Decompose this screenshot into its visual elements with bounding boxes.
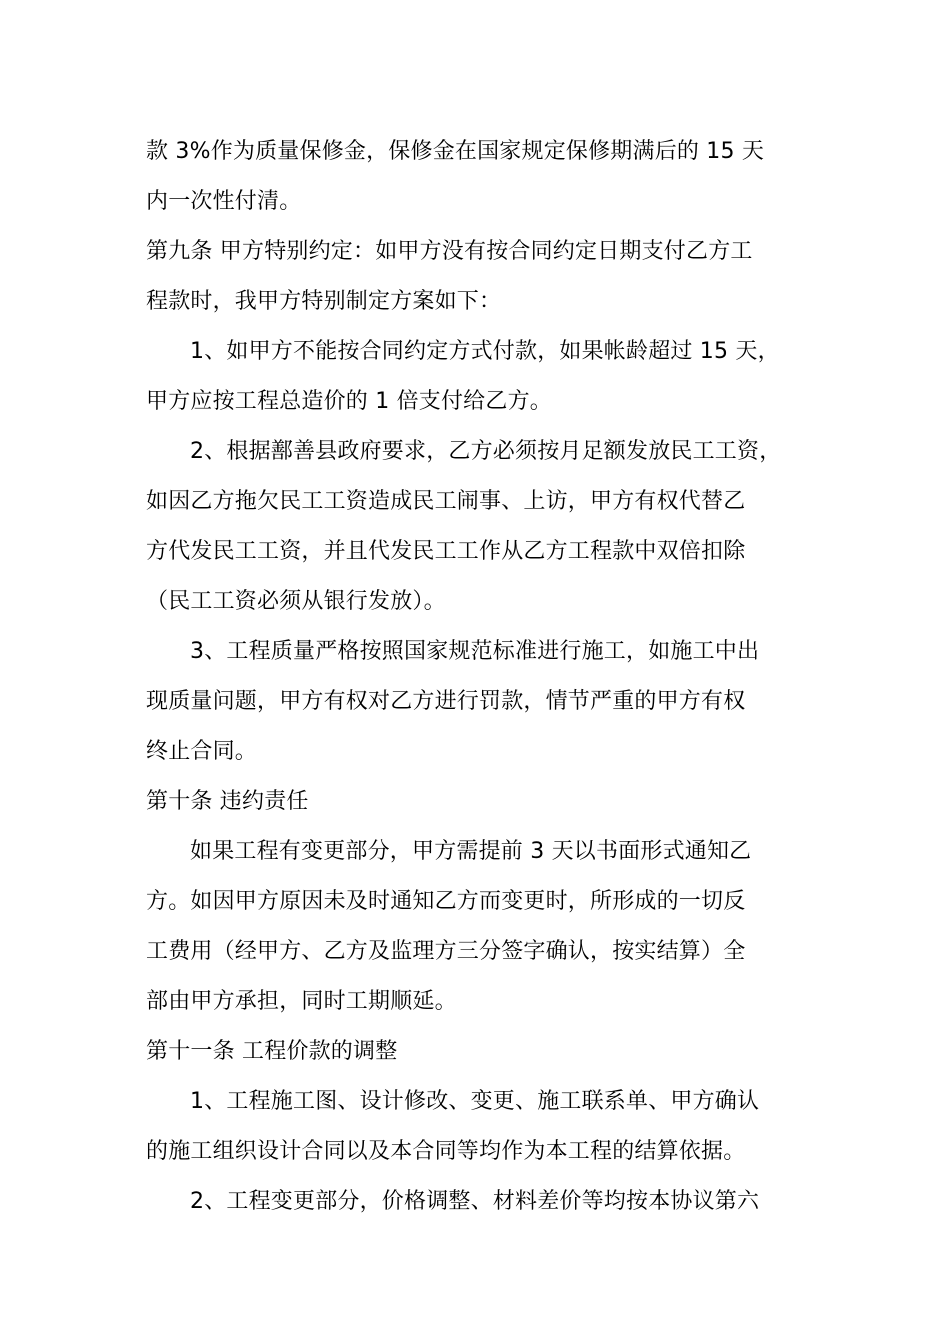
item-2-line-1: 2、根据鄯善县政府要求，乙方必须按月足额发放民工工资， <box>190 439 782 464</box>
item-2-line-2: 如因乙方拖欠民工工资造成民工闹事、上访，甲方有权代替乙 <box>146 489 746 514</box>
item-3-line-1: 3、工程质量严格按照国家规范标准进行施工，如施工中出 <box>190 639 760 664</box>
article-10-line-4: 部由甲方承担，同时工期顺延。 <box>146 989 457 1014</box>
article-10-line-3: 工费用（经甲方、乙方及监理方三分签字确认，按实结算）全 <box>146 939 746 964</box>
text-line-2: 内一次性付清。 <box>146 189 302 214</box>
text-line-1: 款 3%作为质量保修金，保修金在国家规定保修期满后的 15 天 <box>146 139 765 164</box>
item-2-line-3: 方代发民工工资，并且代发民工工作从乙方工程款中双倍扣除 <box>146 539 746 564</box>
article-11-item-1-line-2: 的施工组织设计合同以及本合同等均作为本工程的结算依据。 <box>146 1139 746 1164</box>
article-9-heading-line: 第九条 甲方特别约定：如甲方没有按合同约定日期支付乙方工 <box>146 239 753 264</box>
text-line-4: 程款时，我甲方特别制定方案如下： <box>146 289 502 314</box>
article-10-heading: 第十条 违约责任 <box>146 789 309 814</box>
article-10-line-2: 方。如因甲方原因未及时通知乙方而变更时，所形成的一切反 <box>146 889 746 914</box>
item-1-line-2: 甲方应按工程总造价的 1 倍支付给乙方。 <box>146 389 552 414</box>
article-10-line-1: 如果工程有变更部分，甲方需提前 3 天以书面形式通知乙 <box>190 839 752 864</box>
article-11-item-2-line-1: 2、工程变更部分，价格调整、材料差价等均按本协议第六 <box>190 1189 760 1214</box>
item-3-line-2: 现质量问题，甲方有权对乙方进行罚款，情节严重的甲方有权 <box>146 689 746 714</box>
article-11-item-1-line-1: 1、工程施工图、设计修改、变更、施工联系单、甲方确认 <box>190 1089 760 1114</box>
item-3-line-3: 终止合同。 <box>146 739 258 764</box>
item-2-line-4: （民工工资必须从银行发放）。 <box>146 589 446 614</box>
article-11-heading: 第十一条 工程价款的调整 <box>146 1039 398 1064</box>
item-1-line-1: 1、如甲方不能按合同约定方式付款，如果帐龄超过 15 天， <box>190 339 780 364</box>
